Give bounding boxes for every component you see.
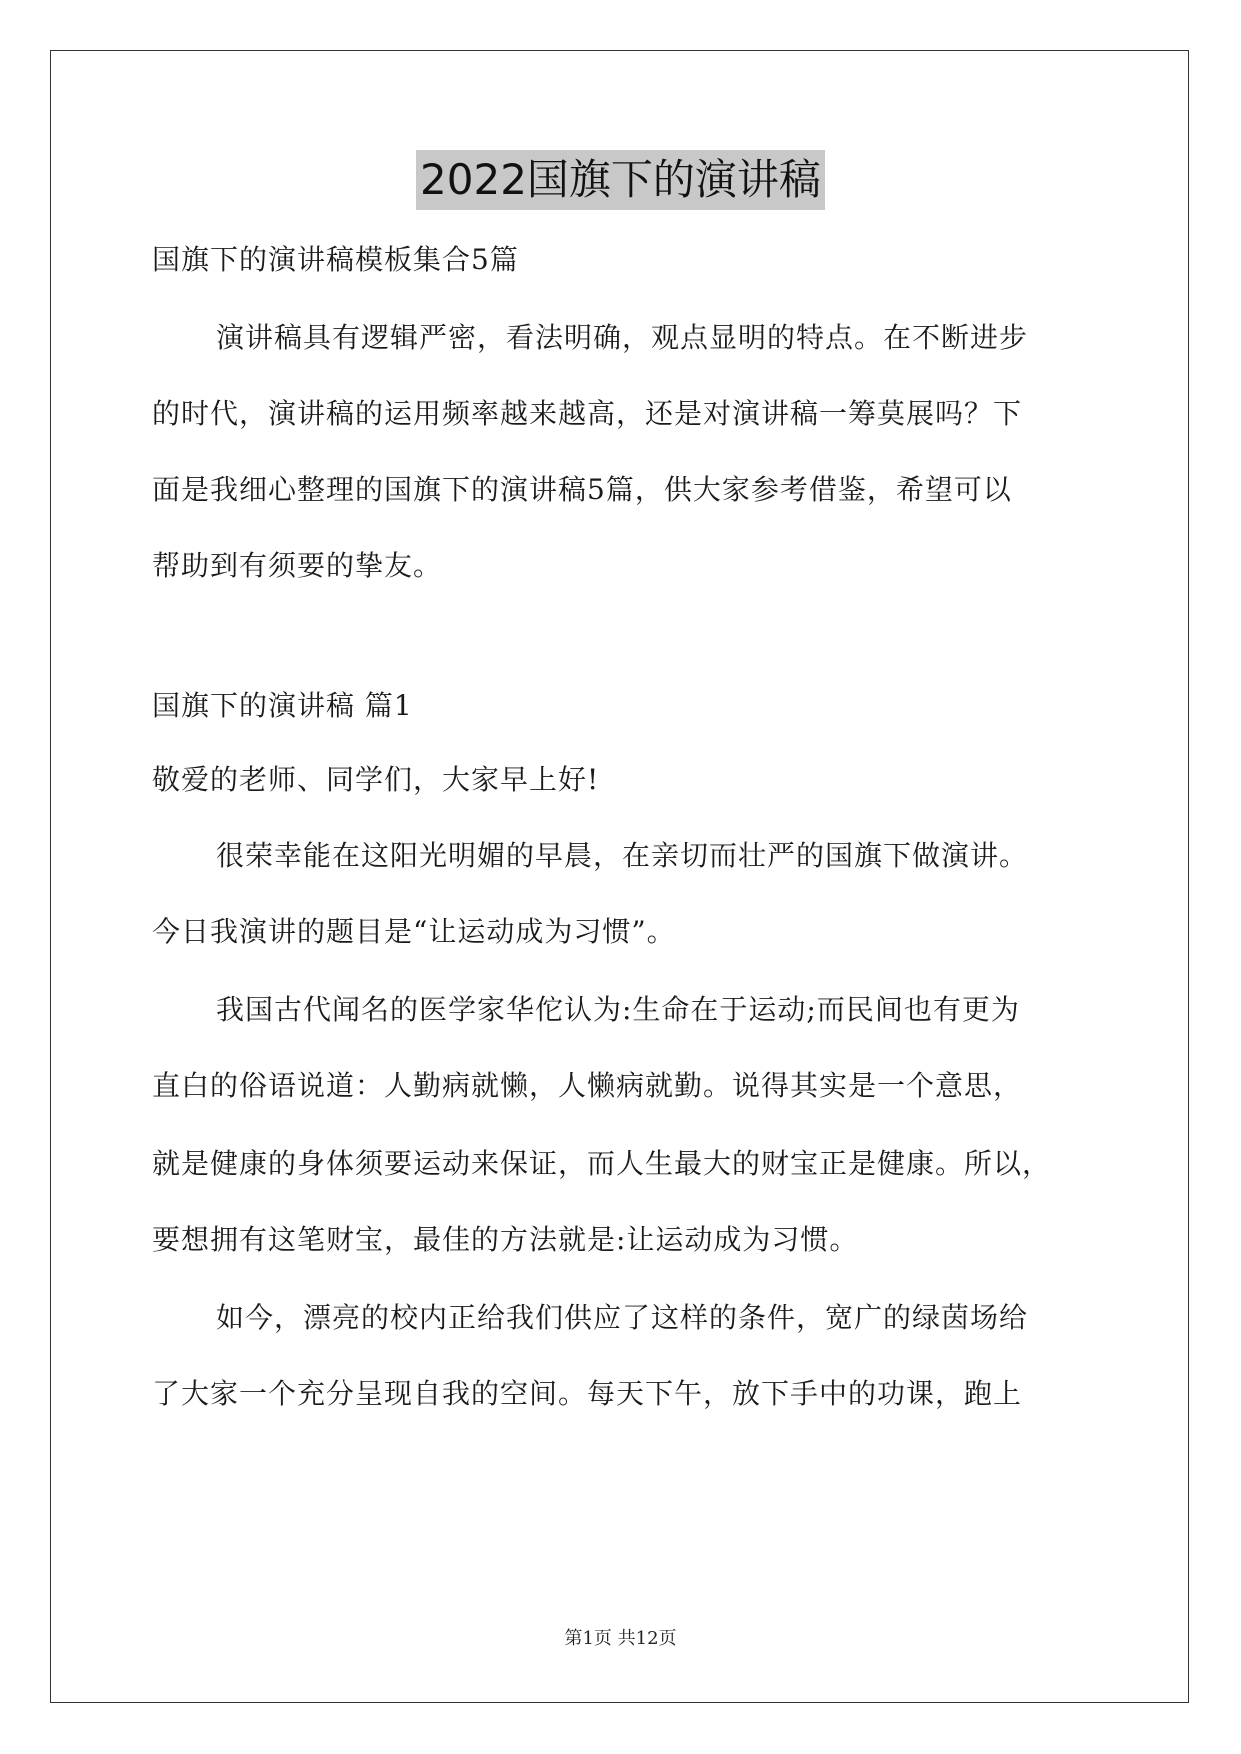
body-line-3: 我国古代闻名的医学家华佗认为:生命在于运动;而民间也有更为 <box>216 993 1020 1026</box>
title-container <box>0 150 1241 210</box>
intro-line-3: 面是我细心整理的国旗下的演讲稿5篇，供大家参考借鉴，希望可以 <box>152 473 1012 506</box>
body-line-6: 要想拥有这笔财宝，最佳的方法就是:让运动成为习惯。 <box>152 1223 859 1256</box>
body-line-2: 今日我演讲的题目是“让运动成为习惯”。 <box>152 915 676 948</box>
body-line-7: 如今，漂亮的校内正给我们供应了这样的条件，宽广的绿茵场给 <box>216 1301 1029 1334</box>
intro-line-1: 演讲稿具有逻辑严密，看法明确，观点显明的特点。在不断进步 <box>216 321 1029 354</box>
section-heading: 国旗下的演讲稿 篇1 <box>152 689 413 722</box>
body-line-4: 直白的俗语说道：人勤病就懒，人懒病就勤。说得其实是一个意思， <box>152 1069 1023 1102</box>
page-border <box>50 50 1189 1703</box>
intro-line-2: 的时代，演讲稿的运用频率越来越高，还是对演讲稿一筹莫展吗？下 <box>152 397 1023 430</box>
greeting-line: 敬爱的老师、同学们，大家早上好! <box>152 763 600 796</box>
subtitle: 国旗下的演讲稿模板集合5篇 <box>152 243 519 276</box>
intro-line-4: 帮助到有须要的挚友。 <box>152 549 443 582</box>
body-line-8: 了大家一个充分呈现自我的空间。每天下午，放下手中的功课，跑上 <box>152 1377 1023 1410</box>
body-line-1: 很荣幸能在这阳光明媚的早晨，在亲切而壮严的国旗下做演讲。 <box>216 839 1029 872</box>
document-title: 2022国旗下的演讲稿 <box>416 150 825 210</box>
page-footer: 第1页 共12页 <box>564 1628 677 1649</box>
body-line-5: 就是健康的身体须要运动来保证，而人生最大的财宝正是健康。所以， <box>152 1147 1052 1180</box>
